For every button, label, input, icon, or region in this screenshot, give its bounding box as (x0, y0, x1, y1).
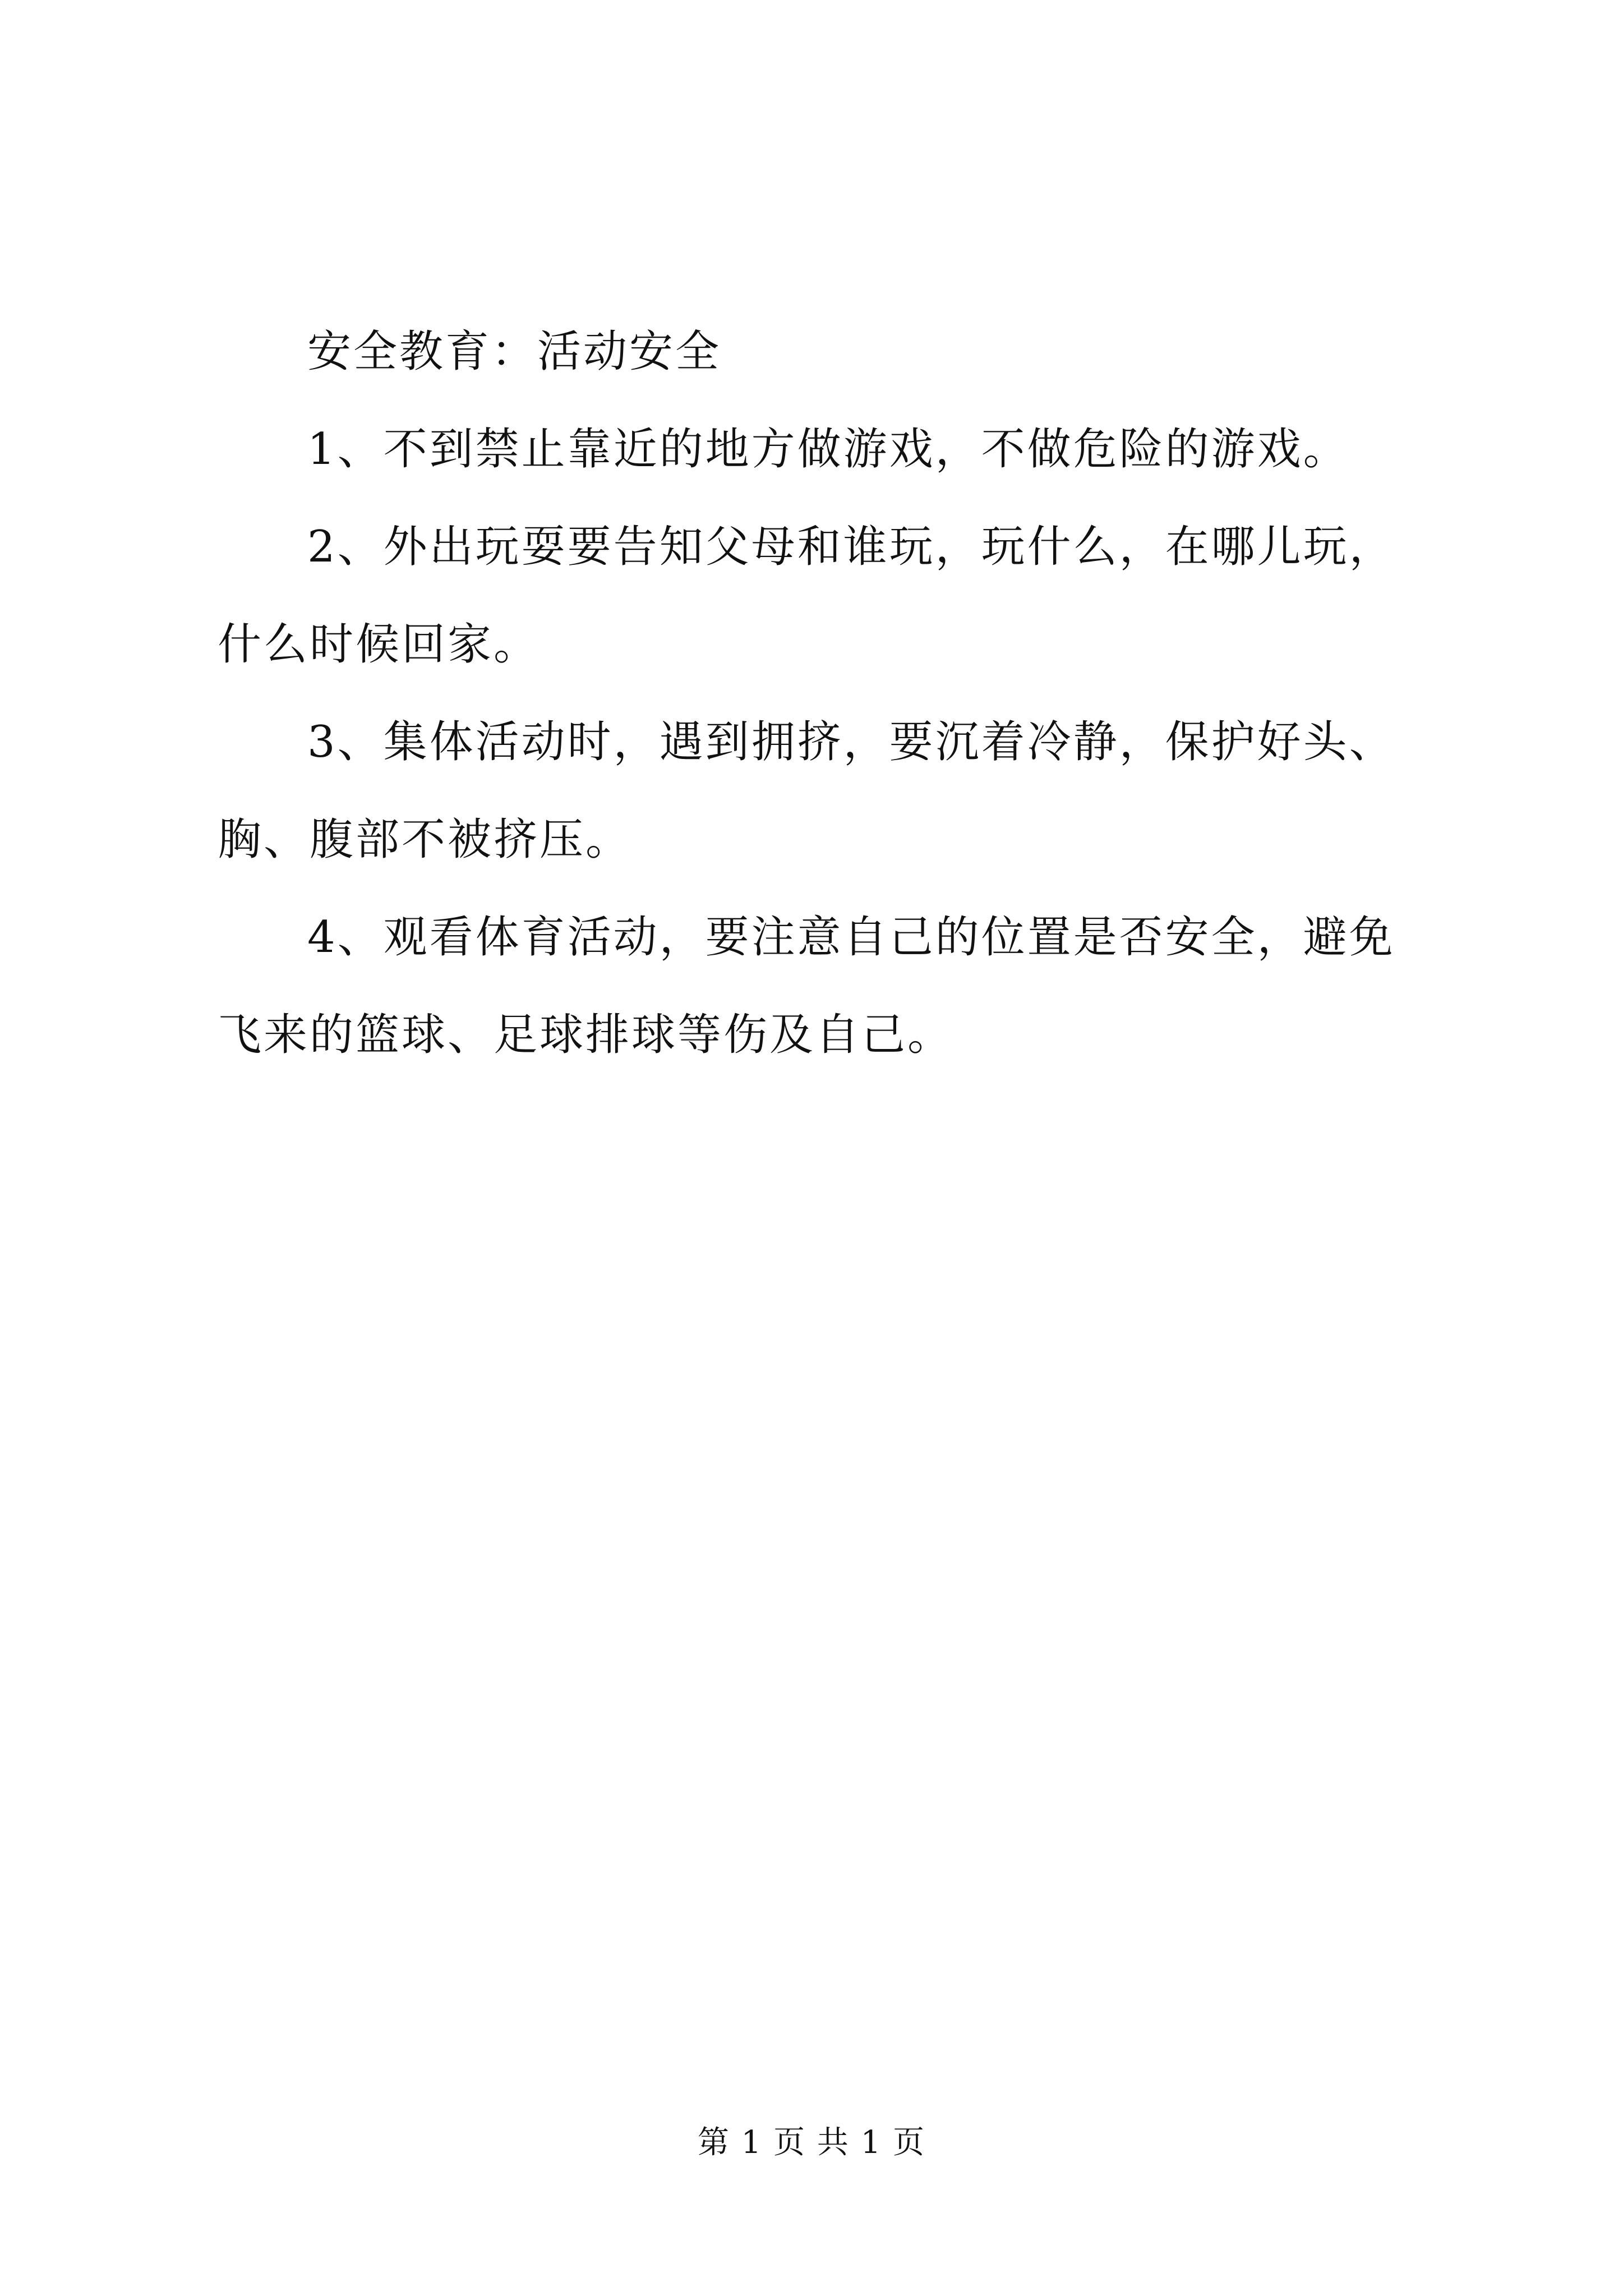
paragraph-2: 2、外出玩耍要告知父母和谁玩，玩什么，在哪儿玩，什么时候回家。 (218, 522, 1395, 670)
paragraph-1: 1、不到禁止靠近的地方做游戏，不做危险的游戏。 (307, 424, 1349, 475)
document-body (218, 303, 1429, 1084)
page-number-footer: 第 1 页 共 1 页 (697, 2124, 926, 2161)
document-title: 安全教育：活动安全 (307, 326, 722, 377)
paragraph-4: 4、观看体育活动，要注意自己的位置是否安全，避免飞来的篮球、足球排球等伤及自己。 (218, 912, 1395, 1060)
paragraph-3: 3、集体活动时，遇到拥挤，要沉着冷静，保护好头、胸、腹部不被挤压。 (218, 717, 1395, 865)
